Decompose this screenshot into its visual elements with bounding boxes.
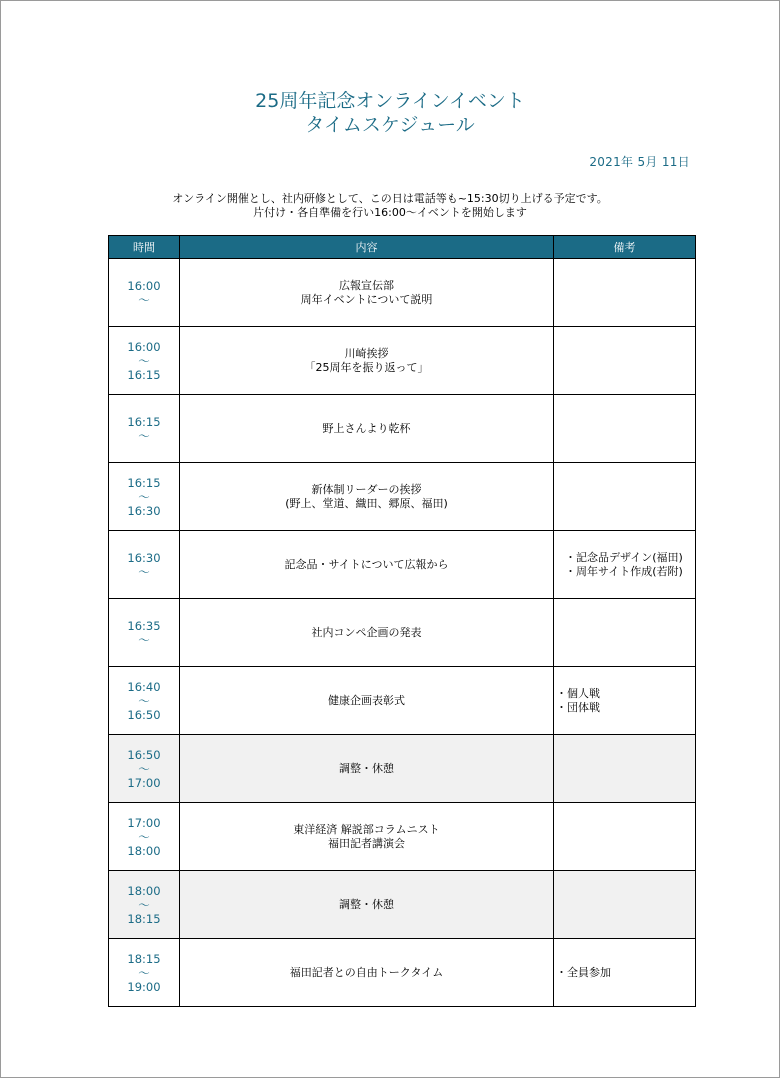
content-line: 健康企画表彰式 [328, 693, 405, 707]
content-line: (野上、堂道、織田、郷原、福田) [285, 496, 448, 510]
time-start: 17:00 [127, 815, 161, 830]
time-separator: ～ [138, 353, 150, 368]
note-item: ・記念品デザイン(福田) [565, 550, 683, 564]
time-separator: ～ [138, 897, 150, 912]
content-cell [180, 395, 554, 463]
notes-cell [554, 327, 696, 395]
time-separator: ～ [138, 829, 150, 844]
time-separator: ～ [138, 564, 150, 579]
time-cell [109, 599, 180, 667]
time-cell [109, 259, 180, 327]
intro-line-1: オンライン開催とし、社内研修として、この日は電話等も~15:30切り上げる予定です。 [172, 192, 608, 205]
header-content: 内容 [180, 236, 554, 259]
page-subtitle: タイムスケジュール [305, 114, 475, 136]
time-separator: ～ [138, 632, 150, 647]
time-separator: ～ [138, 489, 150, 504]
content-line: 新体制リーダーの挨拶 [311, 482, 422, 496]
content-cell [180, 871, 554, 939]
time-cell [109, 667, 180, 735]
time-start: 16:30 [127, 550, 161, 565]
time-end: 16:50 [127, 707, 161, 722]
time-cell [109, 803, 180, 871]
time-start: 16:40 [127, 679, 161, 694]
notes-cell [554, 803, 696, 871]
notes-cell [554, 939, 696, 1007]
time-end: 18:15 [127, 911, 161, 926]
content-line: 社内コンペ企画の発表 [311, 625, 422, 639]
content-line: 記念品・サイトについて広報から [284, 557, 449, 571]
time-cell [109, 871, 180, 939]
notes-cell [554, 531, 696, 599]
notes-cell [554, 463, 696, 531]
note-item: ・周年サイト作成(若附) [565, 564, 683, 578]
notes-cell [554, 667, 696, 735]
content-line: 野上さんより乾杯 [322, 421, 411, 435]
time-separator: ～ [138, 693, 150, 708]
notes-cell [554, 735, 696, 803]
table-row [109, 463, 696, 531]
content-cell [180, 463, 554, 531]
time-start: 18:15 [127, 951, 161, 966]
content-line: 周年イベントについて説明 [300, 292, 433, 306]
content-line: 福田記者講演会 [328, 836, 405, 850]
intro-line-2: 片付け・各自準備を行い16:00～イベントを開始します [253, 206, 527, 219]
table-row [109, 803, 696, 871]
content-cell [180, 735, 554, 803]
content-cell [180, 327, 554, 395]
table-row [109, 667, 696, 735]
time-separator: ～ [138, 292, 150, 307]
header-time: 時間 [109, 236, 180, 259]
content-line: 川崎挨拶 [344, 346, 389, 360]
time-separator: ～ [138, 965, 150, 980]
content-line: 東洋経済 解説部コラムニスト [293, 822, 440, 836]
time-separator: ～ [138, 428, 150, 443]
time-separator: ～ [138, 761, 150, 776]
time-end: 16:30 [127, 503, 161, 518]
table-row [109, 939, 696, 1007]
note-item: ・団体戦 [556, 700, 600, 714]
time-start: 16:35 [127, 618, 161, 633]
time-start: 16:00 [127, 278, 161, 293]
notes-cell [554, 259, 696, 327]
content-cell [180, 599, 554, 667]
content-cell [180, 531, 554, 599]
time-cell [109, 327, 180, 395]
document-date: 2021年 5月 11日 [589, 155, 690, 169]
table-row [109, 259, 696, 327]
schedule-table [108, 235, 696, 1007]
time-end: 19:00 [127, 979, 161, 994]
time-start: 16:15 [127, 475, 161, 490]
time-cell [109, 395, 180, 463]
time-cell [109, 463, 180, 531]
page-title: 25周年記念オンラインイベント [255, 90, 525, 112]
time-start: 18:00 [127, 883, 161, 898]
note-item: ・全員参加 [556, 965, 611, 979]
notes-cell [554, 599, 696, 667]
table-row [109, 531, 696, 599]
table-row-break [109, 871, 696, 939]
time-start: 16:15 [127, 414, 161, 429]
time-end: 18:00 [127, 843, 161, 858]
note-item: ・個人戦 [556, 686, 600, 700]
time-cell [109, 531, 180, 599]
time-start: 16:50 [127, 747, 161, 762]
content-cell [180, 803, 554, 871]
time-end: 17:00 [127, 775, 161, 790]
table-row [109, 327, 696, 395]
notes-cell [554, 871, 696, 939]
content-line: 広報宣伝部 [339, 278, 394, 292]
table-row-break [109, 735, 696, 803]
table-row [109, 599, 696, 667]
time-end: 16:15 [127, 367, 161, 382]
content-cell [180, 259, 554, 327]
content-cell [180, 939, 554, 1007]
content-cell [180, 667, 554, 735]
content-line: 福田記者との自由トークタイム [289, 965, 444, 979]
content-line: 調整・休憩 [339, 897, 394, 911]
notes-cell [554, 395, 696, 463]
content-line: 調整・休憩 [339, 761, 394, 775]
time-cell [109, 735, 180, 803]
table-header-row [109, 236, 696, 259]
time-start: 16:00 [127, 339, 161, 354]
time-cell [109, 939, 180, 1007]
content-line: 「25周年を振り返って」 [304, 360, 429, 374]
header-notes: 備考 [554, 236, 696, 259]
table-row [109, 395, 696, 463]
